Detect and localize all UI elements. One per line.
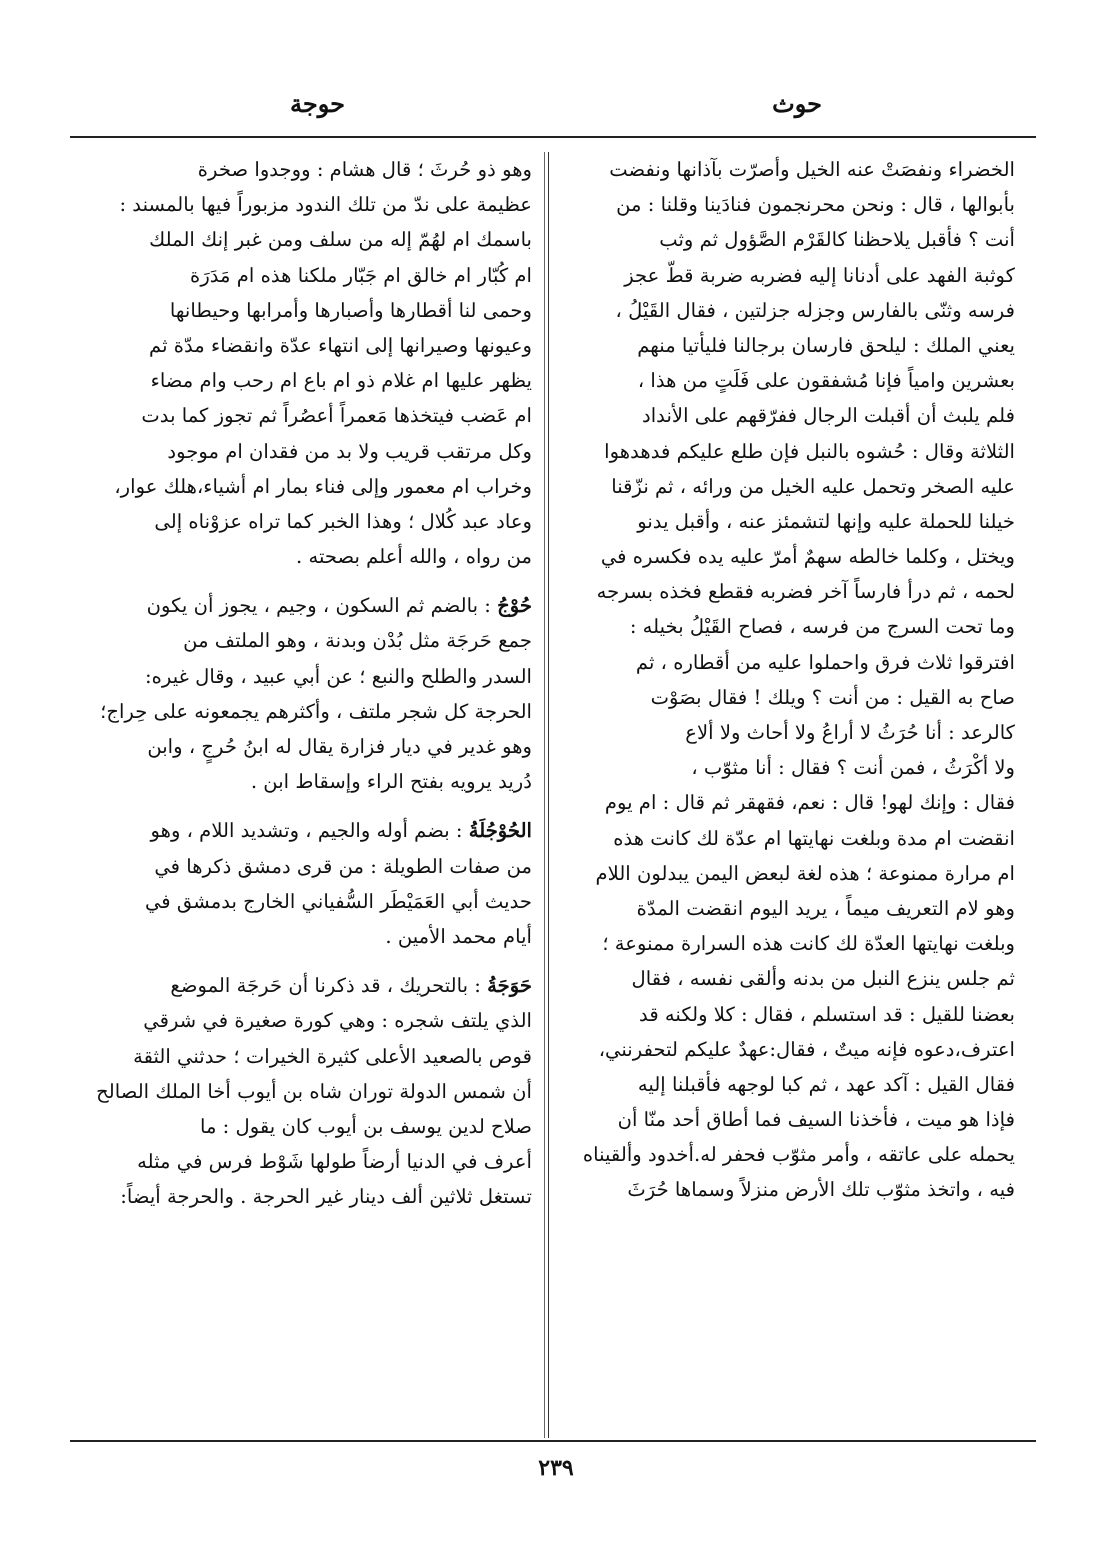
text-line: كالرعد : أنا حُرَثُ لا أراعُ ولا أحاث ولا ألاع	[685, 721, 1015, 744]
text-line: أيام محمد الأمين .	[385, 924, 532, 948]
header-rule	[70, 136, 1036, 138]
text-line: دُريد يرويه بفتح الراء وإسقاط ابن .	[250, 770, 532, 794]
column-divider	[548, 152, 549, 1438]
text-line: حديث أبي العَمَيْطَر السُّفياني الخارج بدمشق في	[144, 889, 532, 913]
text-line: بأبوالها ، قال : ونحن محرنجمون فنادَينا وقلنا : من	[616, 193, 1015, 217]
text-line: اعترف،دعوه فإنه ميتٌ ، فقال:عهدٌ عليكم لتحفرنني،	[598, 1037, 1015, 1061]
text-line: وهو لام التعريف ميماً ، يريد اليوم انقضت المدّة	[636, 896, 1015, 920]
text-line: صاح به القيل : من أنت ؟ ويلك ! فقال بصَوْت	[650, 685, 1015, 709]
entry-hawjala	[80, 813, 532, 954]
text-line: أعرف في الدنيا أرضاً طولها شَوْط فرس في مثله	[137, 1150, 532, 1174]
text-line: باسمك ام لهُمّ إله من سلف ومن غبر إنك الملك	[149, 228, 532, 252]
text-line: السدر والطلح والنبع ؛ عن أبي عبيد ، وقال غيره:	[145, 664, 532, 688]
text-line: من رواه ، والله أعلم بصحته .	[295, 545, 532, 569]
text-line: وهو غدير في ديار فزارة يقال له ابنُ حُرجٍ ، وابن	[147, 735, 532, 758]
page-header-left-word: حوجة	[290, 89, 345, 118]
text-line: يحمله على عاتقه ، وأمر مثوّب فحفر له.أخدود وألقيناه	[582, 1143, 1015, 1167]
entry-hawaja	[80, 968, 532, 1214]
text-line: افترقوا ثلاث فرق واحملوا عليه من أقطاره ، ثم	[635, 650, 1015, 674]
text-line: وحمى لنا أقطارها وأصبارها وأمرابها وحيطانها	[169, 298, 532, 322]
text-line: وما تحت السرج من فرسه ، فصاح القَيْلُ بخيله :	[629, 615, 1015, 639]
entry-first-line	[80, 968, 532, 1003]
text-line: خيلنا للحملة عليه وإنها لتشمئز عنه ، وأقبل يدنو	[637, 509, 1015, 533]
text-line: الثلاثة وقال : حُشوه بالنبل فإن طلع عليكم فدهدهوا	[604, 439, 1015, 463]
text-line: فيه ، واتخذ مثوّب تلك الأرض منزلاً وسماها حُرَثَ	[627, 1178, 1015, 1202]
text-line: وهو ذو حُرثَ ؛ قال هشام : ووجدوا صخرة	[197, 158, 532, 181]
left-text-column	[80, 152, 532, 1432]
text-line: وبلغت نهايتها العدّة لك كانت هذه السرارة ممنوعة ؛	[602, 932, 1015, 956]
text-line: انقضت ام مدة وبلغت نهايتها ام عدّة لك كانت هذه	[613, 826, 1015, 850]
text-line: من صفات الطويلة : من قرى دمشق ذكرها في	[154, 854, 532, 878]
text-line: وكل مرتقب قريب ولا بد من فقدان ام موجود	[167, 439, 532, 463]
entry-continuation	[80, 152, 532, 574]
entry-headword: الحُوْجُلَةُ	[468, 819, 532, 843]
text-line: كوثبة الفهد على أدنانا إليه فضربه ضربة قطّ عجز	[624, 263, 1015, 287]
page-number: ٢٣٩	[538, 1455, 574, 1481]
text-line: الذي يلتف شجره : وهي كورة صغيرة في شرقي	[143, 1009, 532, 1033]
text-line: بعضنا للقيل : قد استسلم ، فقال : كلا ولكنه قد	[639, 1002, 1015, 1026]
text-line: فقال القيل : آكد عهد ، ثم كبا لوجهه فأقبلنا إليه	[637, 1072, 1015, 1096]
text-line: ام عَضب فيتخذها مَعمراً أعصُراً ثم تجوز كما بدت	[141, 404, 532, 428]
text-line: الخضراء ونفصَتْ عنه الخيل وأصرّت بآذانها ونفضت	[609, 158, 1015, 181]
text-line: تستغل ثلاثين ألف دينار غير الحرجة . والحرجة أيضاً:	[120, 1185, 532, 1209]
text-line: فرسه وثنّى بالفارس وجزله جزلتين ، فقال القَيْلُ ،	[615, 298, 1015, 322]
text-line: الحرجة كل شجر ملتف ، وأكثرهم يجمعونه على حِراج؛	[100, 699, 532, 723]
page-header-right-word: حوث	[772, 89, 822, 118]
text-line: صلاح لدين يوسف بن أيوب كان يقول : ما	[199, 1114, 532, 1138]
entry-first-line	[80, 588, 532, 623]
text-line: ام كُبّار ام خالق ام جَبّار ملكنا هذه ام مَدَرَة	[190, 263, 532, 287]
text-line: ام مرارة ممنوعة ؛ هذه لغة لبعض اليمن يبدلون اللام	[595, 861, 1015, 885]
text-line: أنت ؟ فأقبل يلاحظنا كالقَرْم الصَّؤول ثم وثب	[659, 228, 1015, 252]
text-line: عليه الصخر وتحمل عليه الخيل من ورائه ، ثم نزّقنا	[611, 474, 1015, 498]
entry-first-text: : بالتحريك ، قد ذكرنا أن حَرجَة الموضع	[170, 974, 488, 998]
text-line: وعيونها وصيرانها إلى انتهاء عدّة وانقضاء مدّة ثم	[149, 333, 532, 357]
text-line: ويختل ، وكلما خالطه سهمٌ أمرّ عليه يده فكسره في	[600, 545, 1015, 569]
text-line: لحمه ، ثم درأ فارساً آخر فضربه فقطع فخذه بسرجه	[596, 580, 1015, 604]
text-line: وعاد عبد كُلال ؛ وهذا الخبر كما تراه عزوْناه إلى	[154, 509, 532, 533]
column-divider-inner	[544, 152, 545, 1438]
text-line: يظهر عليها ام غلام ذو ام باع ام رحب وام مضاء	[150, 369, 532, 393]
entry-first-line	[80, 813, 532, 848]
text-line: يعني الملك : ليلحق فارسان برجالنا فليأتيا منهم	[637, 333, 1015, 357]
text-line: بعشرين وامياً فإنا مُشفقون على فَلَتٍ من هذا ،	[637, 369, 1015, 393]
text-line: ثم جلس ينزع النبل من بدنه وألقى نفسه ، فقال	[631, 967, 1015, 991]
entry-hawj	[80, 588, 532, 799]
entry-headword: حُوْجُ	[497, 594, 532, 618]
text-line: فلم يلبث أن أقبلت الرجال ففرّقهم على الأنداد	[642, 404, 1015, 428]
text-line: فقال : وإنك لهو! قال : نعم، فقهقر ثم قال : ام يوم	[604, 791, 1015, 815]
footer-rule	[70, 1440, 1036, 1442]
entry-first-text: : بالضم ثم السكون ، وجيم ، يجوز أن يكون	[146, 594, 498, 618]
text-line: ولا أكْرَثُ ، فمن أنت ؟ فقال : أنا مثوّب ،	[691, 756, 1015, 780]
text-line: فإذا هو ميت ، فأخذنا السيف فما أطاق أحد منّا أن	[617, 1108, 1015, 1132]
text-line: قوص بالصعيد الأعلى كثيرة الخيرات ؛ حدثني الثقة	[133, 1044, 532, 1068]
right-text-column	[563, 152, 1015, 1432]
text-line: وخراب ام معمور وإلى فناء بمار ام أشياء،هلك عوار،	[114, 474, 532, 498]
entry-first-text: : بضم أوله والجيم ، وتشديد اللام ، وهو	[150, 819, 469, 843]
text-line: عظيمة على ندّ من تلك الندود مزبوراً فيها بالمسند :	[119, 193, 532, 217]
text-line: أن شمس الدولة توران شاه بن أيوب أخا الملك الصالح	[96, 1079, 532, 1103]
text-line: جمع حَرجَة مثل بُدْن وبدنة ، وهو الملتف من	[183, 629, 532, 653]
entry-headword: حَوَجَةُ	[487, 974, 532, 998]
